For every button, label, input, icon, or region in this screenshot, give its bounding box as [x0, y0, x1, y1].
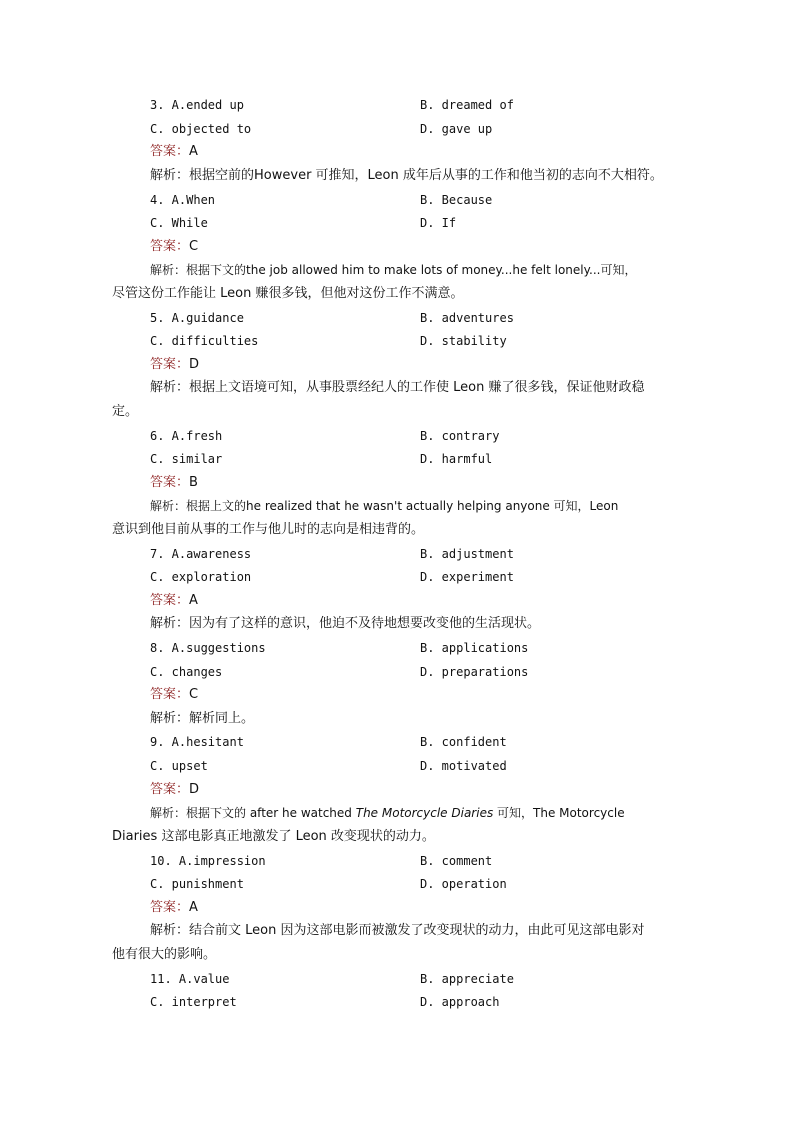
question-3-row-2 — [0, 118, 794, 140]
option-c: C. changes — [150, 665, 223, 679]
question-6-row-2 — [0, 448, 794, 470]
analysis-line — [0, 165, 794, 187]
option-d: D. experiment — [420, 570, 514, 584]
option-b: B. appreciate — [420, 972, 514, 986]
question-5-row-1 — [0, 307, 794, 329]
answer-label: 答案： — [150, 687, 190, 702]
answer-line — [0, 684, 794, 706]
question-7-row-2 — [0, 566, 794, 588]
analysis-text: 因为有了这样的意识，他迫不及待地想要改变他的生活现状。 — [189, 616, 541, 631]
answer-value: B — [189, 475, 198, 490]
option-a: 5. A.guidance — [150, 311, 244, 325]
analysis-text: 根据下文的 after he watched — [186, 806, 356, 820]
answer-label: 答案： — [150, 475, 190, 490]
question-10-row-2 — [0, 873, 794, 895]
question-5-row-2 — [0, 330, 794, 352]
option-c: C. exploration — [150, 570, 252, 584]
analysis-label: 解析： — [150, 616, 190, 631]
option-d: D. operation — [420, 877, 507, 891]
analysis-text: 根据上文的he realized that he wasn't actually helping anyone 可知，Leon — [186, 499, 619, 513]
option-a: 7. A.awareness — [150, 547, 252, 561]
option-a: 6. A.fresh — [150, 429, 223, 443]
answer-value: A — [189, 593, 198, 608]
analysis-text: 根据空前的However 可推知，Leon 成年后从事的工作和他当初的志向不大相符。 — [189, 168, 663, 183]
option-d: D. motivated — [420, 759, 507, 773]
analysis-line — [0, 495, 794, 517]
analysis-label: 解析： — [150, 168, 190, 183]
answer-value: C — [189, 687, 199, 702]
analysis-continuation — [0, 401, 794, 423]
analysis-label: 解析： — [150, 263, 187, 277]
question-4-row-1 — [0, 189, 794, 211]
question-3-row-1 — [0, 94, 794, 116]
answer-label: 答案： — [150, 782, 190, 797]
analysis-text: 他有很大的影响。 — [112, 947, 217, 962]
option-c: C. punishment — [150, 877, 244, 891]
analysis-label: 解析： — [150, 923, 190, 938]
question-8-row-2 — [0, 661, 794, 683]
answer-line — [0, 472, 794, 494]
analysis-label: 解析： — [150, 806, 187, 820]
question-6-row-1 — [0, 425, 794, 447]
question-8-row-1 — [0, 637, 794, 659]
option-d: D. preparations — [420, 665, 529, 679]
question-11-row-1 — [0, 968, 794, 990]
option-b: B. dreamed of — [420, 98, 514, 112]
analysis-text: 结合前文 Leon 因为这部电影而被激发了改变现状的动力，由此可见这部电影对 — [189, 923, 645, 938]
question-11-row-2 — [0, 991, 794, 1013]
analysis-text: Diaries 这部电影真正地激发了 Leon 改变现状的动力。 — [112, 829, 435, 844]
analysis-text: 可知，The Motorcycle — [493, 806, 625, 820]
option-d: D. If — [420, 216, 457, 230]
analysis-continuation — [0, 519, 794, 541]
analysis-continuation — [0, 283, 794, 305]
answer-value: C — [189, 239, 199, 254]
option-c: C. objected to — [150, 122, 252, 136]
answer-label: 答案： — [150, 144, 190, 159]
option-c: C. While — [150, 216, 208, 230]
option-a: 9. A.hesitant — [150, 735, 244, 749]
answer-value: A — [189, 144, 198, 159]
answer-label: 答案： — [150, 357, 190, 372]
answer-line — [0, 590, 794, 612]
analysis-text: 根据上文语境可知，从事股票经纪人的工作使 Leon 赚了很多钱，保证他财政稳 — [189, 380, 645, 395]
analysis-line — [0, 613, 794, 635]
answer-label: 答案： — [150, 900, 190, 915]
answer-label: 答案： — [150, 593, 190, 608]
question-9-row-1 — [0, 731, 794, 753]
question-7-row-1 — [0, 543, 794, 565]
option-d: D. harmful — [420, 452, 493, 466]
analysis-label: 解析： — [150, 711, 190, 726]
analysis-text: 尽管这份工作能让 Leon 赚很多钱，但他对这份工作不满意。 — [112, 286, 464, 301]
answer-line — [0, 779, 794, 801]
analysis-line — [0, 708, 794, 730]
question-9-row-2 — [0, 755, 794, 777]
movie-title: The Motorcycle Diaries — [355, 806, 494, 820]
option-a: 8. A.suggestions — [150, 641, 266, 655]
option-b: B. contrary — [420, 429, 500, 443]
option-a: 11. A.value — [150, 972, 230, 986]
option-b: B. applications — [420, 641, 529, 655]
option-b: B. comment — [420, 854, 493, 868]
analysis-text: 意识到他目前从事的工作与他儿时的志向是相违背的。 — [112, 522, 425, 537]
option-d: D. stability — [420, 334, 507, 348]
option-c: C. similar — [150, 452, 223, 466]
answer-line — [0, 141, 794, 163]
answer-value: A — [189, 900, 198, 915]
analysis-line — [0, 259, 794, 281]
analysis-label: 解析： — [150, 499, 187, 513]
answer-line — [0, 897, 794, 919]
analysis-text: 定。 — [112, 404, 139, 419]
analysis-text: 解析同上。 — [189, 711, 255, 726]
analysis-label: 解析： — [150, 380, 190, 395]
answer-line — [0, 236, 794, 258]
analysis-continuation — [0, 826, 794, 848]
analysis-line — [0, 377, 794, 399]
answer-label: 答案： — [150, 239, 190, 254]
option-a: 3. A.ended up — [150, 98, 244, 112]
option-a: 10. A.impression — [150, 854, 266, 868]
option-b: B. confident — [420, 735, 507, 749]
option-b: B. Because — [420, 193, 493, 207]
option-a: 4. A.When — [150, 193, 216, 207]
option-c: C. interpret — [150, 995, 237, 1009]
question-10-row-1 — [0, 850, 794, 872]
analysis-text: 根据下文的the job allowed him to make lots of money...he felt lonely...可知， — [186, 263, 637, 277]
option-c: C. upset — [150, 759, 208, 773]
question-4-row-2 — [0, 212, 794, 234]
option-c: C. difficulties — [150, 334, 259, 348]
analysis-line — [0, 802, 794, 824]
analysis-continuation — [0, 944, 794, 966]
option-b: B. adventures — [420, 311, 514, 325]
option-d: D. gave up — [420, 122, 493, 136]
analysis-line — [0, 920, 794, 942]
answer-value: D — [189, 782, 200, 797]
answer-line — [0, 354, 794, 376]
option-d: D. approach — [420, 995, 500, 1009]
answer-value: D — [189, 357, 200, 372]
option-b: B. adjustment — [420, 547, 514, 561]
